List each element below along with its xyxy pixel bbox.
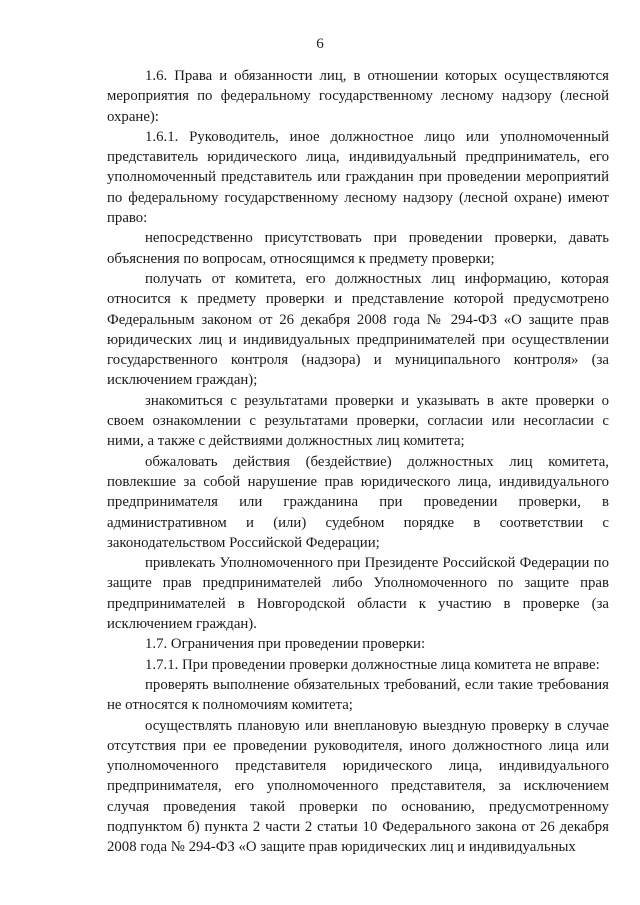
paragraph-1-6: 1.6. Права и обязанности лиц, в отношении которых осуществляются мероприятия по федеральному государственному лесному надзору (лесной охране): [107, 68, 609, 125]
paragraph-right-attend: непосредственно присутствовать при проведении проверки, давать объяснения по вопросам, относящимся к предмету проверки; [107, 230, 609, 267]
paragraph-right-ombudsman: привлекать Уполномоченного при Президенте Российской Федерации по защите прав предпринимателей либо Уполномоченного по защите прав предпринимателей в Новгородской области к участию в проверке (за исключением граждан). [107, 555, 609, 633]
document-body [107, 66, 609, 858]
paragraph-right-appeal: обжаловать действия (бездействие) должностных лиц комитета, повлекшие за собой нарушение прав юридического лица, индивидуального предпринимателя или гражданина при проведении проверки, в административном и (или) судебном порядке в соответствии с законодательством Российской Федерации; [107, 453, 609, 551]
paragraph-1-6-1: 1.6.1. Руководитель, иное должностное лицо или уполномоченный представитель юридического лица, индивидуальный предприниматель, его уполномоченный представитель или гражданин при проведении мероприятий по федеральному государственному лесному надзору (лесной охране) имеют право: [107, 128, 609, 227]
paragraph-right-results: знакомиться с результатами проверки и указывать в акте проверки о своем ознакомлении с результатами проверки, согласии или несогласии с ними, а также с действиями должностных лиц комитета; [107, 392, 609, 450]
paragraph-1-7-1: 1.7.1. При проведении проверки должностные лица комитета не вправе: [145, 656, 600, 673]
page-number: 6 [316, 36, 324, 52]
paragraph-restriction-absence: осуществлять плановую или внеплановую выездную проверку в случае отсутствия при ее проведении руководителя, иного должностного лица или уполномоченного представителя юридического лица, индивидуального предпринимателя, его уполномоченного представителя, за исключением случая проведения такой проверки по основанию, предусмотренному подпунктом б) пункта 2 части 2 статьи 10 Федерального закона от 26 декабря 2008 года № 294-ФЗ «О защите прав юридических лиц и индивидуальных [107, 717, 609, 856]
paragraph-right-information: получать от комитета, его должностных лиц информацию, которая относится к предмету проверки и представление которой предусмотрено Федеральным законом от 26 декабря 2008 года № 294-ФЗ «О защите прав юридических лиц и индивидуальных предпринимателей при осуществлении государственного контроля (надзора) и муниципального контроля» (за исключением граждан); [107, 270, 609, 389]
paragraph-restriction-scope: проверять выполнение обязательных требований, если такие требования не относятся к полномочиям комитета; [107, 676, 609, 714]
paragraph-1-7: 1.7. Ограничения при проведении проверки: [145, 636, 426, 653]
